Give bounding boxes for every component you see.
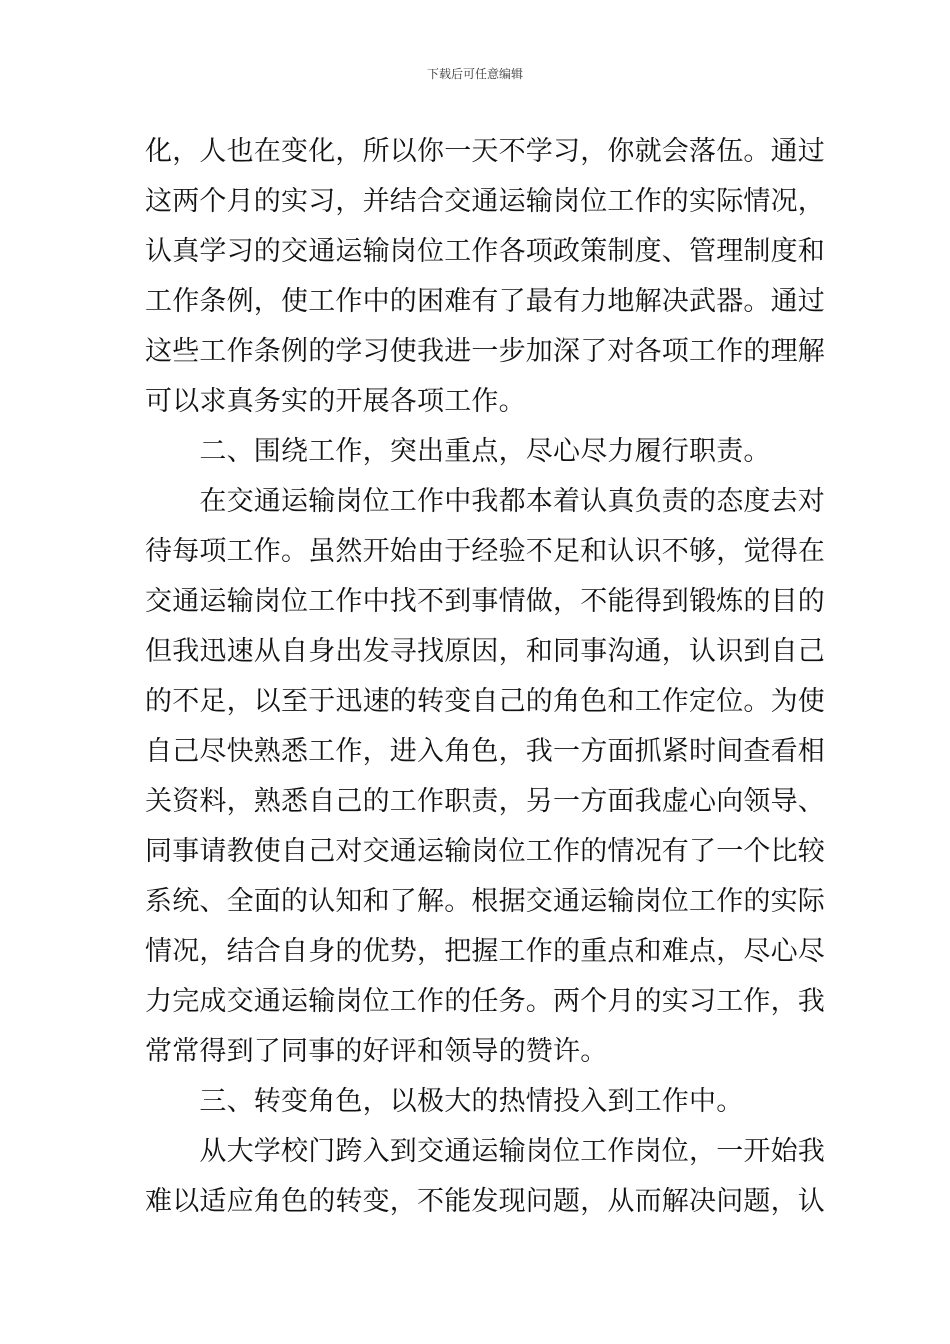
text-line: 系统、全面的认知和了解。根据交通运输岗位工作的实际: [145, 886, 825, 917]
text-line: 难以适应角色的转变，不能发现问题，从而解决问题，认: [145, 1186, 825, 1217]
text-line: 但我迅速从自身出发寻找原因，和同事沟通，认识到自己: [145, 636, 825, 667]
text-line: 待每项工作。虽然开始由于经验不足和认识不够，觉得在: [145, 536, 825, 567]
header-note: 下载后可任意编辑: [426, 67, 523, 81]
body-text: [145, 127, 825, 1227]
text-line: 关资料，熟悉自己的工作职责，另一方面我虚心向领导、: [145, 786, 825, 817]
text-line: 情况，结合自身的优势，把握工作的重点和难点，尽心尽: [145, 936, 825, 967]
text-line: 化，人也在变化，所以你一天不学习，你就会落伍。通过: [145, 136, 825, 167]
text-line: 工作条例，使工作中的困难有了最有力地解决武器。通过: [145, 286, 825, 317]
text-line: 这两个月的实习，并结合交通运输岗位工作的实际情况，: [145, 186, 825, 217]
section-heading: 二、围绕工作，突出重点，尽心尽力履行职责。: [145, 436, 771, 467]
text-line: 的不足，以至于迅速的转变自己的角色和工作定位。为使: [145, 686, 825, 717]
text-line: 同事请教使自己对交通运输岗位工作的情况有了一个比较: [145, 836, 825, 867]
text-line: 从大学校门跨入到交通运输岗位工作岗位，一开始我: [145, 1136, 825, 1167]
text-line: 常常得到了同事的好评和领导的赞许。: [145, 1036, 608, 1067]
text-line: 力完成交通运输岗位工作的任务。两个月的实习工作，我: [145, 986, 825, 1017]
text-line: 交通运输岗位工作中找不到事情做，不能得到锻炼的目的: [145, 586, 825, 617]
text-line: 可以求真务实的开展各项工作。: [145, 386, 526, 417]
text-line: 自己尽快熟悉工作，进入角色，我一方面抓紧时间查看相: [145, 736, 825, 767]
text-line: 认真学习的交通运输岗位工作各项政策制度、管理制度和: [145, 236, 825, 267]
text-line: 这些工作条例的学习使我进一步加深了对各项工作的理解: [145, 336, 825, 367]
text-line: 在交通运输岗位工作中我都本着认真负责的态度去对: [145, 486, 825, 517]
section-heading: 三、转变角色，以极大的热情投入到工作中。: [145, 1086, 744, 1117]
